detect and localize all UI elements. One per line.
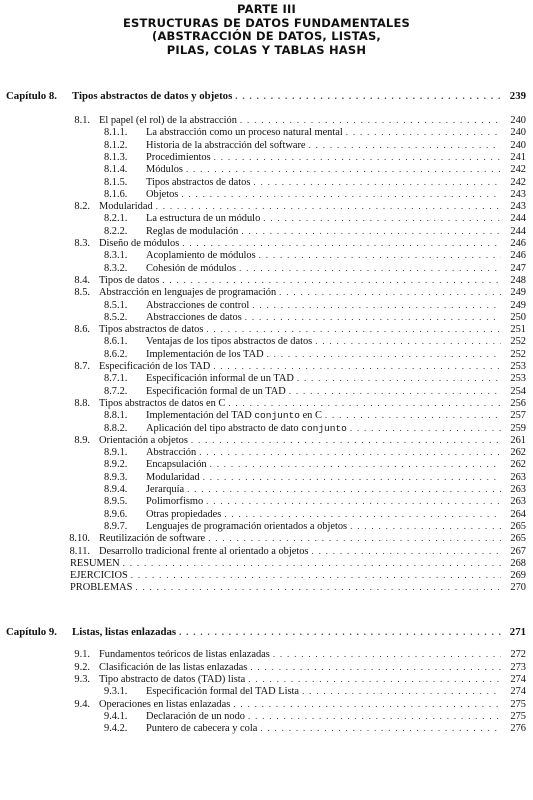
toc-leader-dots bbox=[186, 163, 501, 175]
toc-entry-title bbox=[99, 662, 247, 674]
toc-leader-dots bbox=[302, 685, 501, 697]
toc-entry-title bbox=[146, 336, 312, 348]
toc-page-number: 268 bbox=[510, 557, 526, 569]
toc-page-number: 263 bbox=[510, 496, 526, 508]
toc-page-number: 274 bbox=[510, 674, 526, 685]
toc-page-number: 252 bbox=[510, 348, 526, 360]
toc-entry-number: 8.8.1. bbox=[104, 410, 128, 422]
toc-entry bbox=[104, 311, 526, 323]
toc-page-number: 253 bbox=[510, 373, 526, 385]
toc-page-number: 246 bbox=[510, 250, 526, 262]
toc-leader-dots bbox=[182, 237, 501, 249]
toc-leader-dots bbox=[350, 422, 501, 434]
toc-leader-dots bbox=[208, 532, 501, 544]
toc-entry bbox=[104, 409, 526, 421]
toc-page-number: 252 bbox=[510, 336, 526, 348]
toc-entry bbox=[104, 458, 526, 470]
toc-entry-title-text: La estructura de un módulo bbox=[146, 213, 261, 225]
toc-entry-number: 9.4. bbox=[74, 698, 90, 710]
toc-leader-dots bbox=[191, 434, 501, 446]
toc-page-number: 249 bbox=[510, 299, 526, 311]
toc-page-number: 247 bbox=[510, 262, 526, 274]
toc-entry-title-text: Abstracciones de control bbox=[146, 299, 250, 311]
toc-entry-title-text: Especificación de los TAD bbox=[99, 361, 211, 372]
toc-entry-number: 8.1.1. bbox=[104, 127, 128, 139]
toc-entry bbox=[104, 685, 526, 697]
toc-leader-dots bbox=[273, 648, 501, 660]
toc-entry-number: 8.11. bbox=[69, 545, 90, 557]
toc-entry-title bbox=[146, 152, 211, 164]
toc-entry-title bbox=[146, 226, 238, 238]
toc-entry-title bbox=[146, 386, 286, 398]
toc-entry bbox=[62, 200, 526, 212]
toc-entry bbox=[62, 397, 526, 409]
toc-entry-number: 8.1.6. bbox=[104, 188, 128, 200]
toc-page-number: 244 bbox=[510, 213, 526, 225]
toc-entry-title-text: Especificación informal de un TAD bbox=[146, 373, 294, 385]
toc-entry-title bbox=[146, 189, 178, 201]
toc-entry bbox=[62, 286, 526, 298]
toc-entry-number: 8.10. bbox=[69, 533, 90, 545]
toc-leader-dots bbox=[325, 409, 501, 421]
toc-entry-title bbox=[146, 250, 256, 262]
toc-leader-dots bbox=[233, 698, 501, 710]
toc-entry-title bbox=[146, 423, 347, 435]
toc-entry-title-text: EJERCICIOS bbox=[70, 570, 128, 582]
toc-page-number: 242 bbox=[510, 164, 526, 176]
toc-leader-dots bbox=[252, 299, 501, 311]
toc-entry-title-text: Tipos abstractos de datos bbox=[146, 176, 251, 188]
toc-entry-title bbox=[146, 459, 207, 471]
toc-entry bbox=[104, 225, 526, 237]
toc-entry-title bbox=[70, 570, 128, 582]
toc-entry-title-text: Declaración de un nodo bbox=[146, 710, 245, 722]
toc-entry-code: conjunto bbox=[301, 422, 347, 434]
toc-leader-dots bbox=[214, 151, 501, 163]
toc-entry-title bbox=[99, 398, 225, 410]
toc-leader-dots bbox=[210, 458, 501, 470]
toc-entry-number: 9.1. bbox=[74, 649, 90, 661]
toc-leader-dots bbox=[240, 114, 501, 126]
toc-page-number: 256 bbox=[510, 397, 526, 409]
toc-page-number: 250 bbox=[510, 311, 526, 323]
toc-page-number: 242 bbox=[510, 176, 526, 188]
toc-entry-title-text: Diseño de módulos bbox=[99, 238, 180, 249]
toc-entry-title bbox=[146, 127, 343, 139]
toc-entry-number: 8.3. bbox=[74, 238, 90, 249]
toc-entry-title-text: Abstracciones de datos bbox=[146, 311, 242, 323]
toc-entry-title bbox=[72, 90, 232, 102]
toc-entry-title-text: Desarrollo tradicional frente al orientado a objetos bbox=[99, 545, 309, 557]
toc-entry bbox=[104, 212, 526, 224]
toc-entry-title-text: Clasificación de las listas enlazadas bbox=[99, 661, 248, 673]
toc-entry-title bbox=[99, 533, 205, 545]
toc-entry-title bbox=[146, 300, 249, 312]
toc-entry-title-text: La abstracción como un proceso natural mental bbox=[146, 127, 343, 139]
toc-entry-title-text: Procedimientos bbox=[146, 151, 211, 163]
toc-page-number: 276 bbox=[510, 723, 526, 735]
toc-leader-dots bbox=[228, 397, 501, 409]
toc-page-number: 253 bbox=[510, 361, 526, 372]
toc-leader-dots bbox=[224, 508, 501, 520]
toc-entry-number: 8.9.3. bbox=[104, 471, 128, 483]
toc-entry-number: 8.3.2. bbox=[104, 262, 128, 274]
toc-page-number: 265 bbox=[510, 533, 526, 545]
toc-entry-title-text: Cohesión de módulos bbox=[146, 262, 237, 274]
toc-entry bbox=[62, 698, 526, 710]
toc-entry-title bbox=[146, 447, 196, 459]
toc-leader-dots bbox=[350, 520, 501, 532]
toc-entry bbox=[104, 385, 526, 397]
toc-entry bbox=[104, 163, 526, 175]
toc-entry-number: 8.9. bbox=[74, 434, 90, 446]
toc-leader-dots bbox=[156, 200, 501, 212]
toc-entry-title bbox=[146, 263, 236, 275]
toc-entry bbox=[62, 323, 526, 335]
toc-leader-dots bbox=[248, 710, 501, 722]
toc-entry-number: 8.9.6. bbox=[104, 508, 128, 520]
toc-entry-title-text: Implementación del TAD bbox=[146, 410, 252, 422]
toc-entry-number: 8.9.5. bbox=[104, 496, 128, 508]
toc-page-number: 270 bbox=[510, 582, 526, 594]
toc-leader-dots bbox=[279, 286, 501, 298]
toc-entry bbox=[104, 299, 526, 311]
toc-chapter-entry bbox=[6, 626, 526, 638]
toc-entry-title bbox=[146, 711, 245, 723]
toc-entry-title bbox=[99, 275, 159, 287]
toc-page-number: 241 bbox=[510, 151, 526, 163]
toc-entry-title-text: Especificación formal de un TAD bbox=[146, 385, 286, 397]
toc-entry-title bbox=[146, 373, 294, 385]
toc-entry bbox=[62, 360, 526, 372]
toc-entry-number: 9.2. bbox=[74, 661, 90, 673]
toc-entry-number: 8.8. bbox=[74, 397, 90, 409]
toc-entry-title-text: Jerarquía bbox=[146, 484, 185, 495]
toc-leader-dots bbox=[297, 372, 501, 384]
toc-entry-title-text: Orientación a objetos bbox=[99, 434, 188, 446]
toc-page-number: 240 bbox=[510, 139, 526, 151]
toc-entry-title bbox=[146, 484, 184, 496]
toc-entry bbox=[104, 335, 526, 347]
toc-entry bbox=[70, 557, 526, 569]
toc-entry bbox=[104, 348, 526, 360]
toc-entry-title-text: Puntero de cabecera y cola bbox=[146, 723, 258, 735]
toc-page-number: 275 bbox=[510, 710, 526, 722]
toc-entry-title bbox=[146, 686, 299, 698]
toc-entry-number: 8.6.1. bbox=[104, 336, 128, 348]
toc-entry-title-text: RESUMEN bbox=[70, 557, 120, 569]
toc-entry bbox=[104, 520, 526, 532]
toc-page-number: 243 bbox=[510, 201, 526, 213]
toc-entry-title bbox=[146, 177, 250, 189]
toc-entry bbox=[104, 508, 526, 520]
toc-entry-number: 8.9.7. bbox=[104, 520, 128, 532]
toc-entry bbox=[70, 569, 526, 581]
toc-entry-title bbox=[99, 238, 179, 250]
toc-entry-number: Capítulo 8. bbox=[6, 90, 57, 102]
toc-entry bbox=[104, 188, 526, 200]
part-title: PARTE III bbox=[237, 2, 296, 16]
toc-leader-dots bbox=[239, 262, 501, 274]
toc-entry bbox=[62, 434, 526, 446]
toc-entry-title-text: Implementación de los TAD bbox=[146, 348, 264, 360]
toc-entry-title bbox=[146, 472, 200, 484]
toc-entry-number: 8.7.1. bbox=[104, 373, 128, 385]
toc-entry-title bbox=[146, 521, 347, 533]
toc-entry-title bbox=[146, 509, 221, 521]
toc-entry-number: 9.3. bbox=[74, 674, 90, 685]
toc-leader-dots bbox=[241, 225, 501, 237]
toc-leader-dots bbox=[346, 126, 501, 138]
toc-page-number: 274 bbox=[510, 686, 526, 698]
toc-leader-dots bbox=[206, 495, 501, 507]
toc-entry-title bbox=[146, 723, 257, 735]
toc-entry-title bbox=[99, 649, 270, 661]
toc-entry-number: 9.4.1. bbox=[104, 710, 128, 722]
toc-page-number: 263 bbox=[510, 471, 526, 483]
toc-leader-dots bbox=[263, 212, 501, 224]
toc-entry bbox=[62, 114, 526, 126]
toc-leader-dots bbox=[181, 188, 501, 200]
toc-page-number: 257 bbox=[510, 410, 526, 422]
toc-entry-title-text: Reglas de modulación bbox=[146, 225, 239, 237]
toc-entry-title bbox=[99, 546, 308, 558]
toc-entry-title bbox=[99, 324, 203, 336]
toc-entry-title-text: Reutilización de software bbox=[99, 533, 206, 545]
toc-entry bbox=[104, 710, 526, 722]
toc-entry-title bbox=[99, 699, 230, 711]
toc-entry bbox=[70, 581, 526, 593]
toc-entry-title-text: Aplicación del tipo abstracto de dato bbox=[146, 422, 299, 434]
toc-entry-title-text: Módulos bbox=[146, 164, 183, 176]
toc-entry-title-text: Tipos abstractos de datos en C bbox=[99, 397, 226, 409]
toc-leader-dots bbox=[248, 673, 501, 685]
toc-leader-dots bbox=[311, 545, 501, 557]
toc-page-number: 240 bbox=[510, 127, 526, 139]
toc-entry-title-text: Listas, listas enlazadas bbox=[72, 626, 177, 639]
toc-entry bbox=[104, 372, 526, 384]
toc-leader-dots bbox=[259, 249, 501, 261]
toc-entry-title bbox=[72, 626, 176, 638]
toc-page-number: 240 bbox=[510, 115, 526, 126]
toc-entry-title-text: Modularidad bbox=[99, 201, 153, 213]
toc-entry-title-text: Abstracción en lenguajes de programación bbox=[99, 287, 277, 299]
toc-entry-title bbox=[146, 164, 183, 176]
toc-page-number: 251 bbox=[510, 324, 526, 336]
toc-page-number: 246 bbox=[510, 238, 526, 249]
toc-entry-number: 8.1. bbox=[74, 115, 90, 126]
toc-leader-dots bbox=[250, 661, 501, 673]
toc-entry-number: 8.9.4. bbox=[104, 484, 128, 495]
toc-entry bbox=[104, 495, 526, 507]
toc-entry-number: 8.1.3. bbox=[104, 151, 128, 163]
toc-entry-number: 8.6. bbox=[74, 324, 90, 336]
toc-entry-number: 8.7. bbox=[74, 361, 90, 372]
toc-entry-title-text: Polimorfismo bbox=[146, 496, 204, 508]
toc-entry-title-suffix: en C bbox=[299, 410, 322, 422]
toc-leader-dots bbox=[179, 626, 501, 638]
toc-entry bbox=[62, 532, 526, 544]
toc-entry bbox=[104, 126, 526, 138]
part-subtitle-line-3: PILAS, COLAS Y TABLAS HASH bbox=[166, 42, 367, 57]
toc-leader-dots bbox=[289, 385, 501, 397]
toc-entry-title bbox=[99, 287, 276, 299]
toc-entry-title-text: Especificación formal del TAD Lista bbox=[146, 686, 300, 698]
toc-entry bbox=[104, 422, 526, 434]
toc-entry-title-text: Historia de la abstracción del software bbox=[146, 139, 306, 151]
toc-entry-number: 8.5.2. bbox=[104, 311, 128, 323]
toc-leader-dots bbox=[206, 323, 501, 335]
toc-leader-dots bbox=[245, 311, 501, 323]
toc-page-number: 269 bbox=[510, 570, 526, 582]
toc-entry-number: 8.8.2. bbox=[104, 422, 128, 434]
toc-entry-title-text: Abstracción bbox=[146, 447, 197, 459]
toc-entry bbox=[104, 471, 526, 483]
toc-entry bbox=[104, 249, 526, 261]
part-subtitle-line-2: (ABSTRACCIÓN DE DATOS, LISTAS, bbox=[152, 29, 381, 43]
toc-leader-dots bbox=[131, 569, 501, 581]
toc-entry-title bbox=[146, 496, 203, 508]
toc-entry-title-text: Lenguajes de programación orientados a objetos bbox=[146, 520, 348, 532]
toc-page-number: 259 bbox=[510, 422, 526, 434]
toc-entry-number: 8.3.1. bbox=[104, 250, 128, 262]
toc-leader-dots bbox=[309, 139, 501, 151]
toc-entry-title bbox=[99, 435, 188, 447]
toc-entry bbox=[62, 545, 526, 557]
toc-page-number: 248 bbox=[510, 274, 526, 286]
toc-entry-number: 8.5.1. bbox=[104, 299, 128, 311]
toc-entry bbox=[62, 661, 526, 673]
toc-entry-title bbox=[99, 674, 245, 686]
toc-entry-title bbox=[70, 582, 132, 594]
toc-entry-title-text: Tipos de datos bbox=[99, 274, 160, 286]
toc-entry bbox=[104, 151, 526, 163]
toc-entry-number: 9.4.2. bbox=[104, 723, 128, 735]
toc-entry-number: 8.2.1. bbox=[104, 213, 128, 225]
toc-entry-number: 8.1.5. bbox=[104, 176, 128, 188]
toc-page-number: 264 bbox=[510, 508, 526, 520]
toc-chapter-entry bbox=[6, 90, 526, 102]
toc-entry bbox=[104, 262, 526, 274]
toc-leader-dots bbox=[187, 483, 501, 495]
toc-leader-dots bbox=[213, 360, 501, 372]
toc-entry bbox=[104, 139, 526, 151]
toc-entry-title bbox=[146, 410, 322, 422]
toc-entry-title-text: El papel (el rol) de la abstracción bbox=[99, 115, 237, 126]
toc-entry-title-text: Operaciones en listas enlazadas bbox=[99, 698, 231, 710]
toc-entry-number: 9.3.1. bbox=[104, 686, 128, 698]
toc-entry-number: Capítulo 9. bbox=[6, 626, 57, 639]
toc-leader-dots bbox=[260, 722, 501, 734]
toc-page-number: 271 bbox=[509, 626, 526, 639]
toc-entry-title bbox=[70, 558, 120, 570]
toc-entry-title-text: Encapsulación bbox=[146, 459, 207, 471]
toc-entry-title bbox=[146, 312, 242, 324]
toc-entry-title bbox=[146, 349, 264, 361]
toc-page-number: 244 bbox=[510, 225, 526, 237]
toc-entry-title-text: Otras propiedades bbox=[146, 508, 222, 520]
toc-entry-title-text: Fundamentos teóricos de listas enlazadas bbox=[99, 649, 270, 661]
toc-leader-dots bbox=[123, 557, 501, 569]
part-header bbox=[0, 0, 533, 57]
toc-entry-number: 8.2. bbox=[74, 201, 90, 213]
toc-page-number: 273 bbox=[510, 661, 526, 673]
toc-page-number: 262 bbox=[510, 447, 526, 459]
toc-entry-title-text: Modularidad bbox=[146, 471, 200, 483]
toc-entry-number: 8.9.1. bbox=[104, 447, 128, 459]
toc-entry-number: 8.2.2. bbox=[104, 225, 128, 237]
toc-entry-title-text: Objetos bbox=[146, 188, 179, 200]
toc-entry-title bbox=[146, 213, 260, 225]
toc-entry-title-text: Tipos abstractos de datos y objetos bbox=[72, 90, 233, 102]
toc-leader-dots bbox=[135, 581, 501, 593]
toc-leader-dots bbox=[162, 274, 501, 286]
toc-leader-dots bbox=[199, 446, 501, 458]
toc-entry bbox=[104, 176, 526, 188]
toc-entry-title bbox=[99, 361, 210, 373]
part-subtitle-line-1: ESTRUCTURAS DE DATOS FUNDAMENTALES bbox=[122, 15, 410, 30]
toc-page-number: 243 bbox=[510, 188, 526, 200]
toc-page-number: 254 bbox=[510, 385, 526, 397]
toc-entry-number: 8.1.4. bbox=[104, 164, 128, 176]
toc-page-number: 249 bbox=[510, 287, 526, 299]
toc-entry-title-text: Ventajas de los tipos abstractos de datos bbox=[146, 336, 313, 348]
toc-entry bbox=[104, 722, 526, 734]
toc-page-number: 267 bbox=[510, 545, 526, 557]
toc-entry-title bbox=[99, 115, 237, 127]
toc-entry bbox=[104, 483, 526, 495]
toc-page-number: 272 bbox=[510, 649, 526, 661]
toc-entry-title bbox=[146, 140, 306, 152]
toc-page-number: 263 bbox=[510, 484, 526, 495]
toc-entry bbox=[62, 274, 526, 286]
toc-entry bbox=[62, 648, 526, 660]
toc-leader-dots bbox=[235, 90, 501, 102]
toc-entry bbox=[104, 446, 526, 458]
toc-leader-dots bbox=[203, 471, 501, 483]
toc-leader-dots bbox=[267, 348, 501, 360]
toc-entry bbox=[62, 673, 526, 685]
toc-entry-number: 8.6.2. bbox=[104, 348, 128, 360]
toc-page-number: 261 bbox=[510, 434, 526, 446]
toc-entry-title-text: PROBLEMAS bbox=[70, 582, 133, 594]
toc-entry-title-text: Acoplamiento de módulos bbox=[146, 250, 256, 262]
toc-page-number: 265 bbox=[510, 520, 526, 532]
toc-entry-title bbox=[99, 201, 153, 213]
toc-entry-title-text: Tipo abstracto de datos (TAD) lista bbox=[99, 674, 246, 685]
toc-entry-number: 8.9.2. bbox=[104, 459, 128, 471]
toc-page-number: 275 bbox=[510, 698, 526, 710]
toc-page-number: 262 bbox=[510, 459, 526, 471]
toc-entry-code: conjunto bbox=[254, 410, 300, 422]
toc-entry-number: 8.5. bbox=[74, 287, 90, 299]
toc-page-number: 239 bbox=[509, 90, 526, 102]
toc-entry bbox=[62, 237, 526, 249]
toc-entry-title-text: Tipos abstractos de datos bbox=[99, 324, 204, 336]
toc-entry-number: 8.1.2. bbox=[104, 139, 128, 151]
toc-entry-number: 8.7.2. bbox=[104, 385, 128, 397]
toc-leader-dots bbox=[315, 335, 501, 347]
toc-entry-number: 8.4. bbox=[74, 274, 90, 286]
toc-leader-dots bbox=[253, 176, 501, 188]
